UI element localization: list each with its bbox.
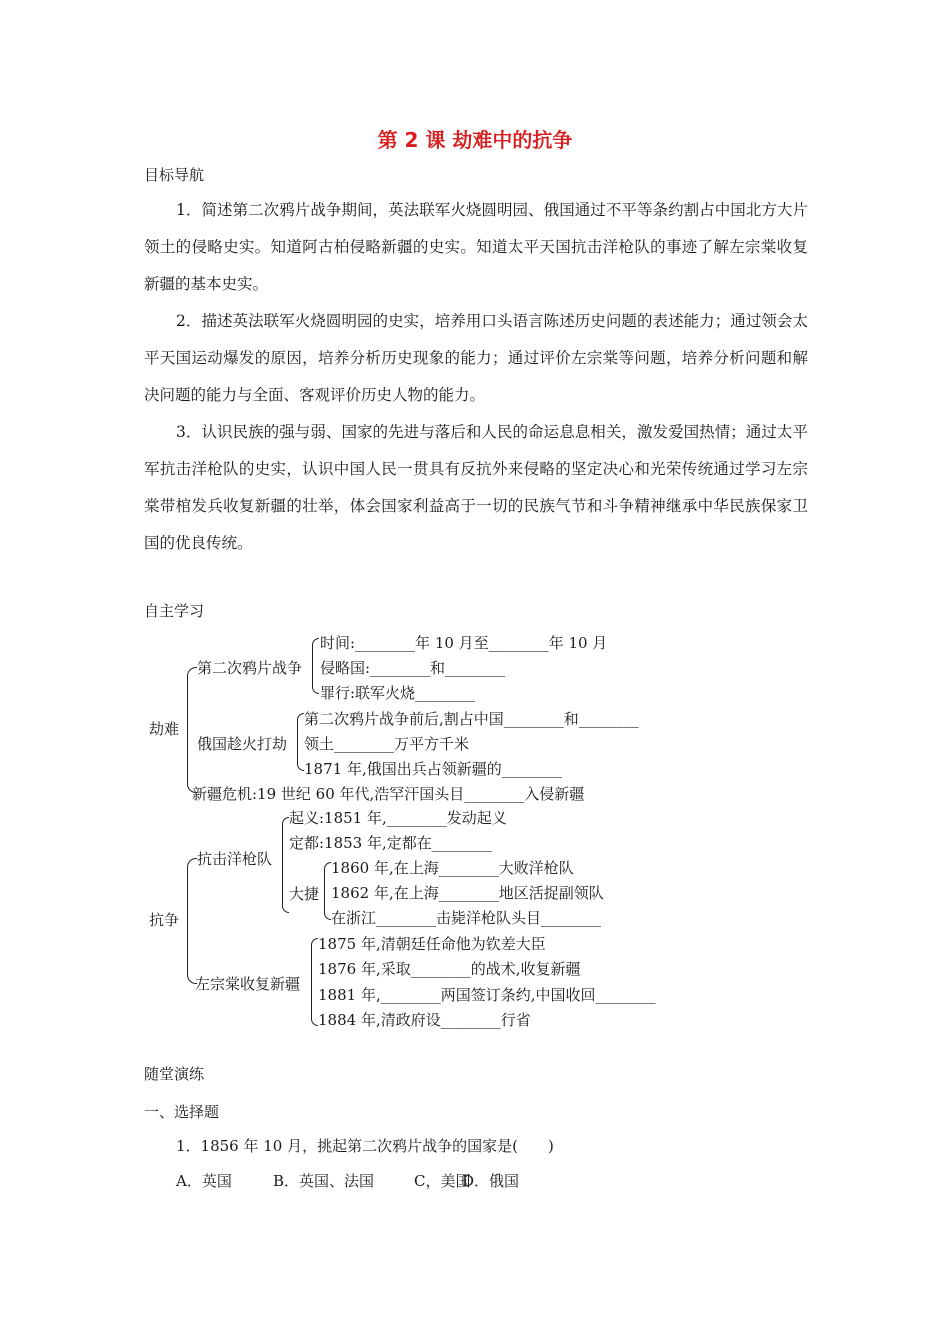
brace-jienan (187, 667, 197, 793)
tree-leaf-russia-cession: 第二次鸦片战争前后,割占中国________和________ (304, 710, 639, 728)
option-d[interactable]: D．俄国 (462, 1172, 520, 1190)
goal-paragraph-3: 3．认识民族的强与弱、国家的先进与落后和人民的命运息息相关，激发爱国热情；通过太平军抗击洋枪队的史实，认识中国人民一贯具有反抗外来侵略的坚定决心和光荣传统通过学习左宗棠带棺发兵收复新疆的壮举，体会国家利益高于一切的民族气节和斗争精神继承中华民族保家卫国的优良传统。 (144, 423, 808, 552)
option-c[interactable]: C，美国 (414, 1172, 471, 1190)
tree-node-second-opium-war: 第二次鸦片战争 (197, 659, 303, 677)
brace-victories (324, 862, 331, 920)
tree-root-jienan: 劫难 (149, 720, 180, 738)
tree-leaf-russia-area: 领土________万平方千米 (304, 735, 470, 753)
page-title: 第 2 课 劫难中的抗争 (377, 128, 573, 152)
goal-paragraph-2: 2．描述英法联军火烧圆明园的史实，培养用口头语言陈述历史问题的表述能力；通过领会太平天国运动爆发的原因，培养分析历史现象的能力；通过评价左宗棠等问题，培养分析问题和解决问题的能力与全面、客观评价历史人物的能力。 (144, 312, 808, 404)
tree-leaf-war-invaders: 侵略国:________和________ (320, 659, 506, 677)
brace-fight (282, 817, 289, 913)
tree-leaf-zuo-1881: 1881 年,________两国签订条约,中国收回________ (318, 986, 656, 1004)
tree-root-kangzheng: 抗争 (149, 911, 180, 929)
tree-leaf-victory-1860: 1860 年,在上海________大败洋枪队 (331, 859, 574, 877)
tree-leaf-war-crime: 罪行:联军火烧________ (320, 684, 476, 702)
section-heading-practice: 随堂演练 (144, 1065, 205, 1083)
question-1-options (176, 1170, 519, 1191)
option-a[interactable]: A．英国 (176, 1172, 232, 1190)
tree-leaf-capital: 定都:1853 年,定都在________ (289, 834, 492, 852)
tree-leaf-victory-1862: 1862 年,在上海________地区活捉副领队 (331, 884, 604, 902)
question-1-stem: 1．1856 年 10 月，挑起第二次鸦片战争的国家是( ) (176, 1137, 554, 1155)
tree-leaf-zuo-1884: 1884 年,清政府设________行省 (318, 1011, 531, 1029)
tree-leaf-russia-1871: 1871 年,俄国出兵占领新疆的________ (304, 760, 562, 778)
tree-node-victories: 大捷 (289, 885, 320, 903)
brace-second-opium-war (312, 638, 319, 694)
brace-kangzheng (187, 858, 197, 984)
tree-leaf-victory-zhejiang: 在浙江________击毙洋枪队头目________ (331, 909, 602, 927)
tree-leaf-uprising: 起义:1851 年,________发动起义 (289, 809, 507, 827)
tree-leaf-zuo-1876: 1876 年,采取________的战术,收复新疆 (318, 960, 581, 978)
tree-leaf-war-time: 时间:________年 10 月至________年 10 月 (320, 634, 608, 652)
section-heading-goals: 目标导航 (144, 166, 205, 184)
section-heading-choice: 一、选择题 (144, 1103, 220, 1121)
tree-node-fight-foreign-army: 抗击洋枪队 (197, 850, 273, 868)
tree-leaf-zuo-1875: 1875 年,清朝廷任命他为钦差大臣 (318, 935, 546, 953)
goal-paragraph-1: 1．简述第二次鸦片战争期间，英法联军火烧圆明园、俄国通过不平等条约割占中国北方大片领土的侵略史实。知道阿古柏侵略新疆的史实。知道太平天国抗击洋枪队的事迹了解左宗棠收复新疆的基本史实。 (144, 201, 808, 293)
option-b[interactable]: B．英国、法国 (273, 1172, 375, 1190)
brace-russia (297, 713, 304, 771)
section-heading-self-study: 自主学习 (144, 602, 205, 620)
tree-node-russia: 俄国趁火打劫 (197, 735, 288, 753)
brace-zuo-zongtang (311, 938, 318, 1026)
tree-node-zuo-zongtang: 左宗棠收复新疆 (195, 975, 301, 993)
tree-node-xinjiang-crisis: 新疆危机:19 世纪 60 年代,浩罕汗国头目________入侵新疆 (192, 785, 585, 803)
